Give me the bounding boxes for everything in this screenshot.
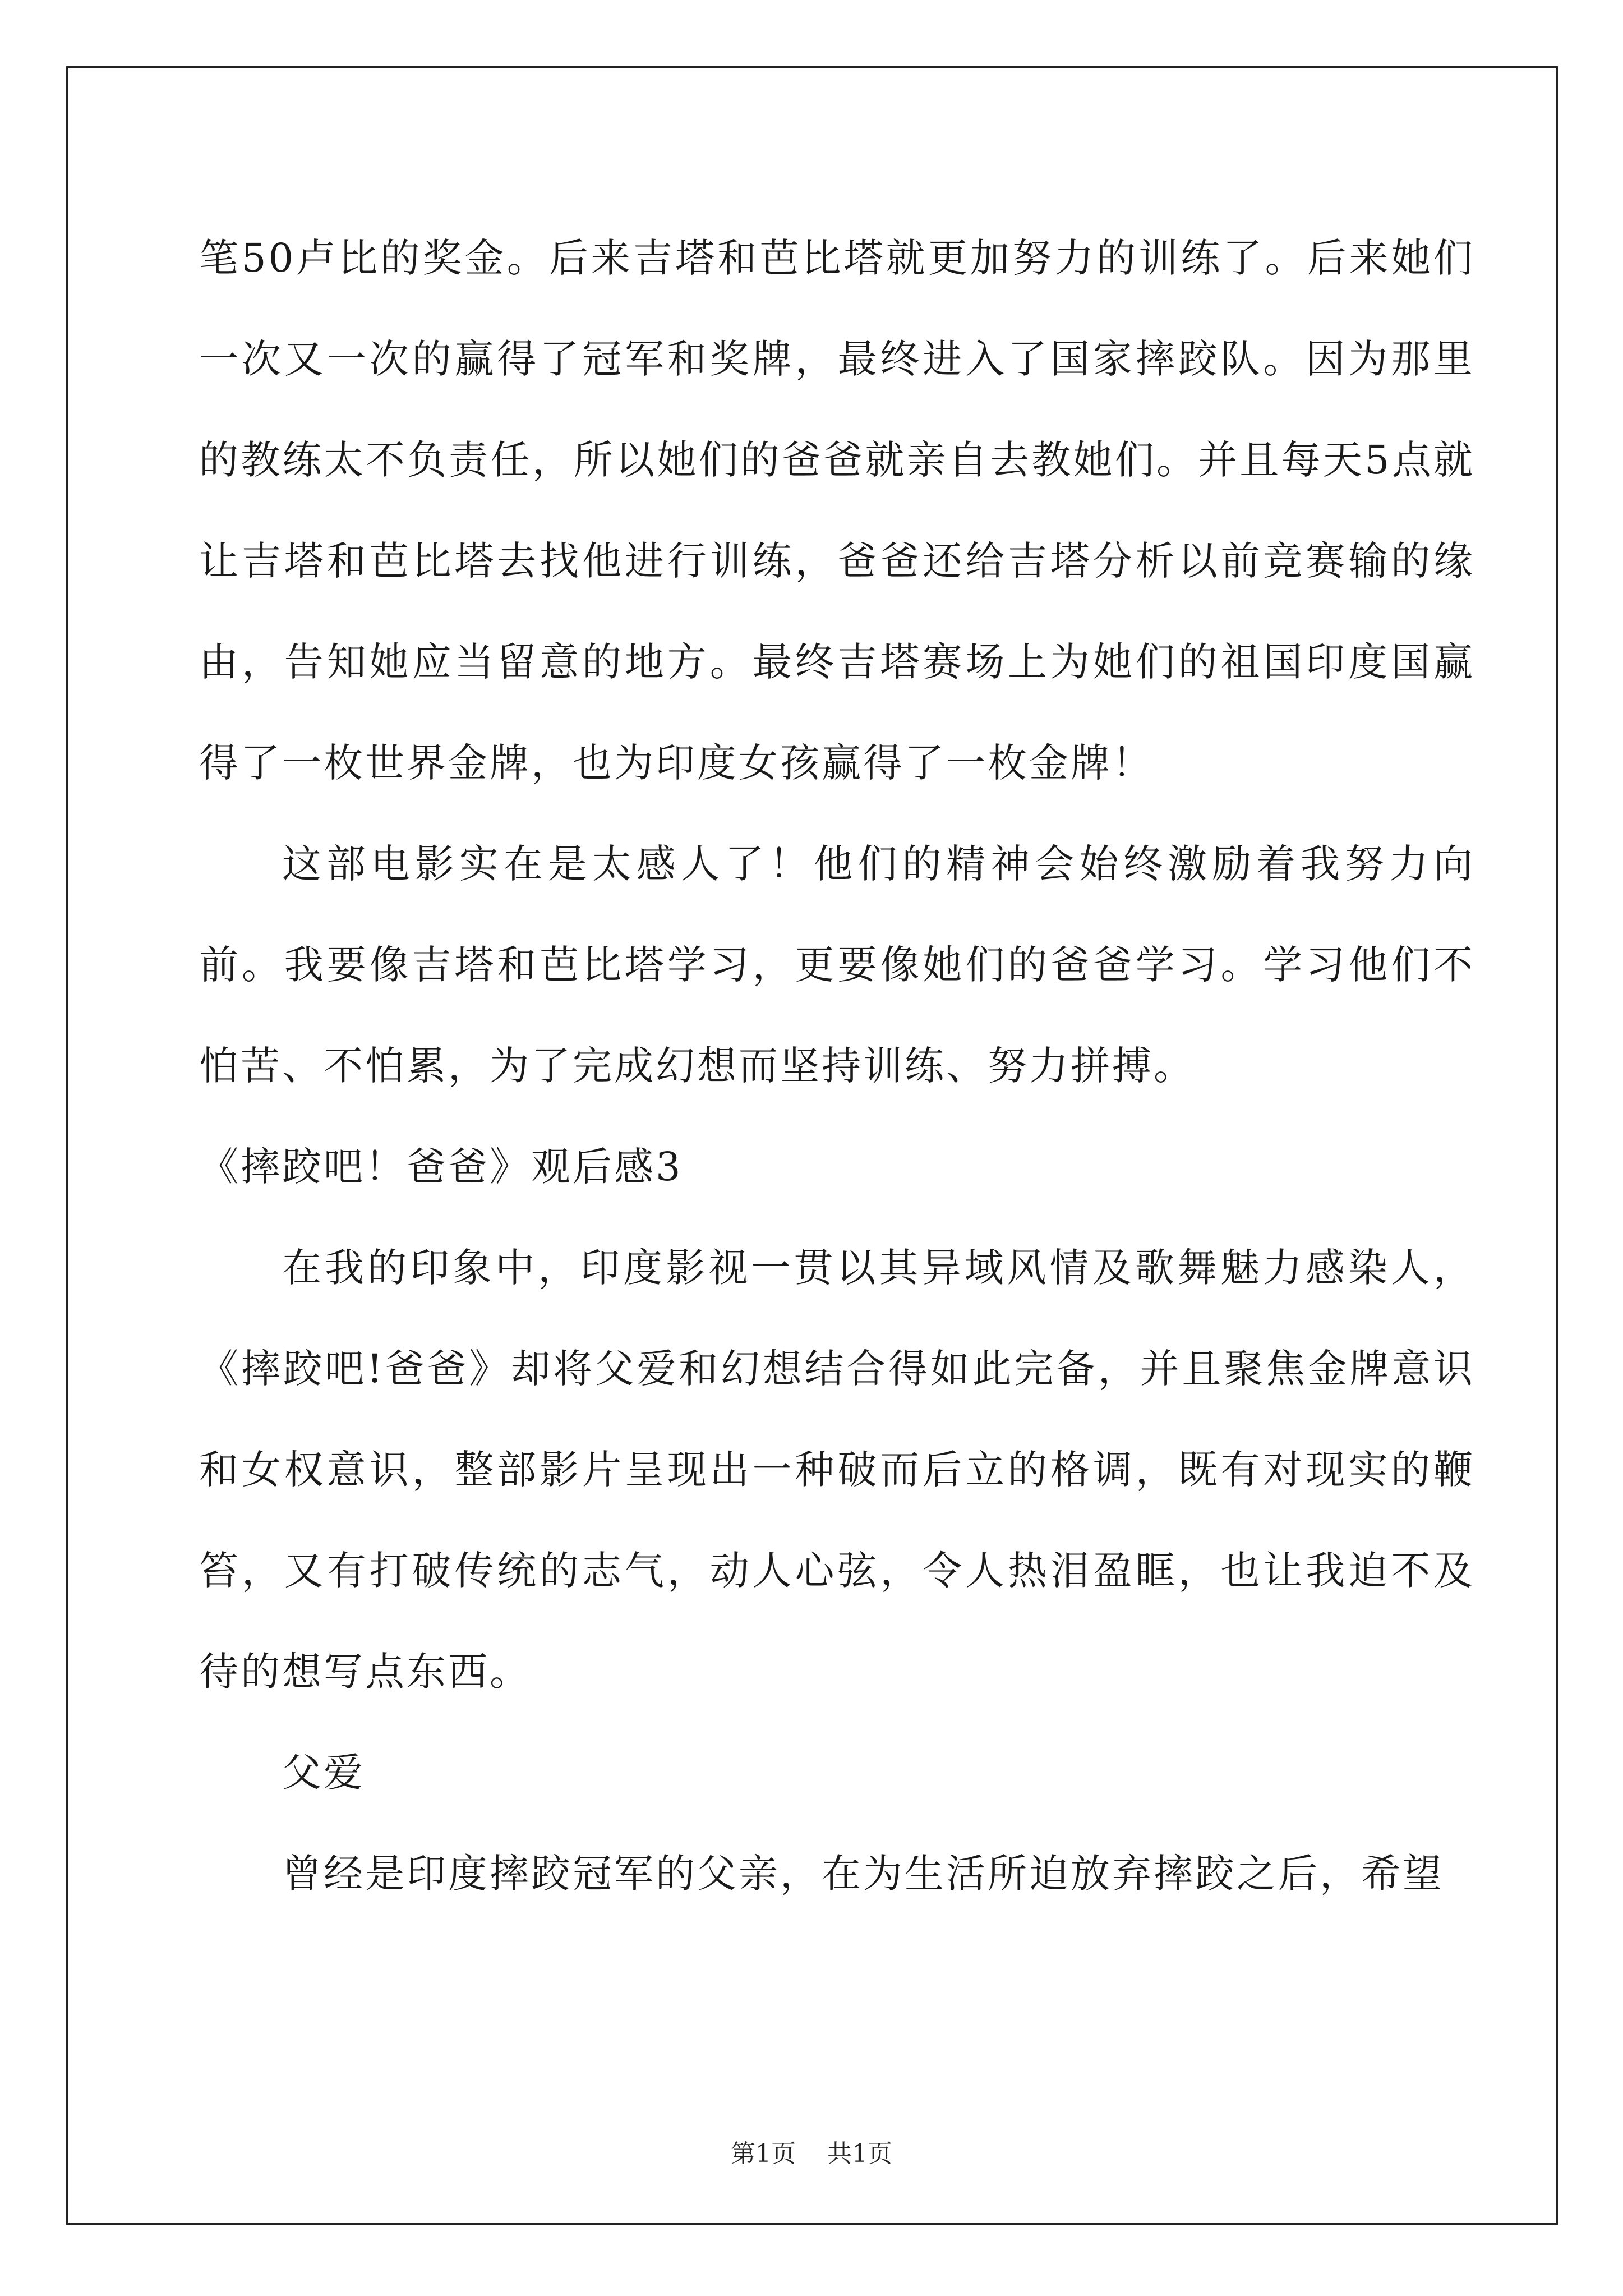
- subheading-fatherly-love: 父爱: [282, 1750, 365, 1796]
- document-body: [199, 208, 1475, 1924]
- page-footer: [0, 2137, 1623, 2171]
- page-total: 共1页: [827, 2139, 892, 2168]
- paragraph-impression: 在我的印象中，印度影视一贯以其异域风情及歌舞魅力感染人，《摔跤吧!爸爸》却将父爱和幻想结合得如此完备，并且聚焦金牌意识和女权意识，整部影片呈现出一种破而后立的格调，既有对现实的鞭笞，又有打破传统的志气，动人心弦，令人热泪盈眶，也让我迫不及待的想写点东西。: [199, 1245, 1475, 1695]
- section-heading: 《摔跤吧！爸爸》观后感3: [199, 1144, 683, 1190]
- paragraph-film-reflection: 这部电影实在是太感人了！他们的精神会始终激励着我努力向前。我要像吉塔和芭比塔学习，更要像她们的爸爸学习。学习他们不怕苦、不怕累，为了完成幻想而坚持训练、努力拼搏。: [199, 841, 1475, 1089]
- paragraph-prize-and-training: 笔50卢比的奖金。后来吉塔和芭比塔就更加努力的训练了。后来她们一次又一次的赢得了冠军和奖牌，最终进入了国家摔跤队。因为那里的教练太不负责任，所以她们的爸爸就亲自去教她们。并且每天5点就让吉塔和芭比塔去找他进行训练，爸爸还给吉塔分析以前竞赛输的缘由，告知她应当留意的地方。最终吉塔赛场上为她们的祖国印度国赢得了一枚世界金牌，也为印度女孩赢得了一枚金牌！: [199, 235, 1475, 786]
- page-number: 第1页: [731, 2139, 796, 2168]
- paragraph-father-intro: 曾经是印度摔跤冠军的父亲，在为生活所迫放弃摔跤之后，希望: [282, 1851, 1444, 1897]
